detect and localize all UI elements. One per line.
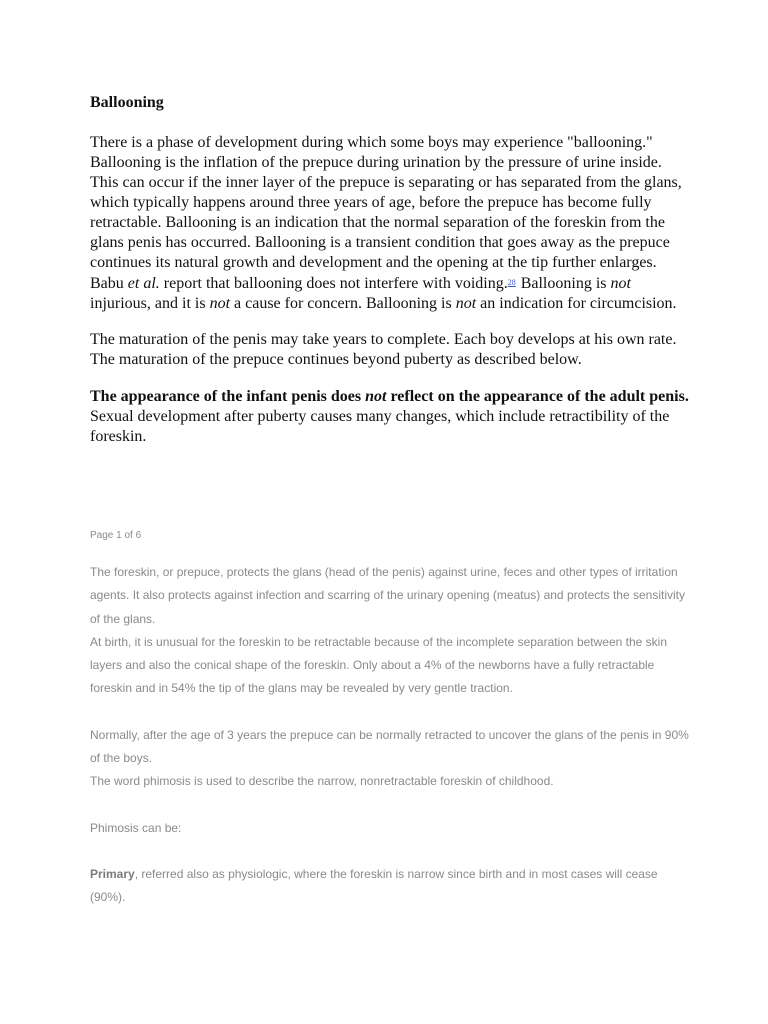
text-run: a cause for concern. Ballooning is (230, 295, 456, 312)
text-run: injurious, and it is (90, 295, 210, 312)
maturation-paragraph: The maturation of the penis may take years to complete. Each boy develops at his own rate. The maturation of the prepuce continues beyond puberty as described below. (90, 331, 677, 368)
text-run: There is a phase of development during which some boys may experience "ballooning." Ballooning is the inflation of the prepuce during urination by the pressure of urine inside. This can occur if the inner layer of the prepuce is separating or has separated from the glans, which typically happens around three years of age, before the prepuce has become fully retractable. Ballooning is an indication that the normal separation of the foreskin from the glans penis has occurred. Ballooning is a transient condition that goes away as the prepuce continues its natural growth and development and the opening at the tip further enlarges. Babu (90, 134, 682, 292)
foreskin-paragraph: The foreskin, or prepuce, protects the glans (head of the penis) against urine, feces and other types of irritation agents. It also protects against infection and scarring of the urinary opening (meatus) and protects the sensitivity of the glans. (90, 565, 685, 626)
emphasis-not: not (455, 295, 477, 312)
text-run: an indication for circumcision. (476, 295, 677, 312)
phimosis-intro: Phimosis can be: (90, 820, 182, 835)
bold-run: reflect on the appearance of the adult penis. (386, 388, 689, 405)
page-text-section (90, 527, 690, 910)
text-run: Sexual development after puberty causes many changes, which include retractibility of the foreskin. (90, 408, 670, 445)
appearance-paragraph (90, 387, 692, 447)
citation-link[interactable]: 28 (507, 278, 516, 287)
text-run: , referred also as physiologic, where the foreskin is narrow since birth and in most cases will cease (90%). (90, 866, 658, 905)
emphasis-not: not (209, 295, 231, 312)
emphasis-not: not (610, 275, 631, 292)
emphasis-not: not (365, 388, 387, 405)
bold-run: The appearance of the infant penis does (90, 388, 366, 405)
primary-paragraph (90, 863, 690, 910)
text-run: report that ballooning does not interfere with voiding. (159, 275, 508, 292)
text-run: Ballooning is (516, 275, 611, 292)
section-heading: Ballooning (90, 94, 164, 111)
primary-label: Primary (90, 866, 135, 881)
article-section (90, 93, 692, 447)
et-al-italic: et al. (127, 275, 160, 292)
ballooning-paragraph (90, 133, 692, 314)
page-number: Page 1 of 6 (90, 530, 142, 541)
phimosis-definition: The word phimosis is used to describe the narrow, nonretractable foreskin of childhood. (90, 774, 554, 789)
bold-statement (90, 388, 689, 405)
birth-paragraph: At birth, it is unusual for the foreskin to be retractable because of the incomplete separation between the skin layers and also the conical shape of the foreskin. Only about a 4% of the newborns have a fully retractable foreskin and in 54% the tip of the glans may be revealed by very gentle traction. (90, 634, 668, 696)
age-paragraph: Normally, after the age of 3 years the prepuce can be normally retracted to uncover the glans of the penis in 90% of the boys. (90, 727, 689, 766)
